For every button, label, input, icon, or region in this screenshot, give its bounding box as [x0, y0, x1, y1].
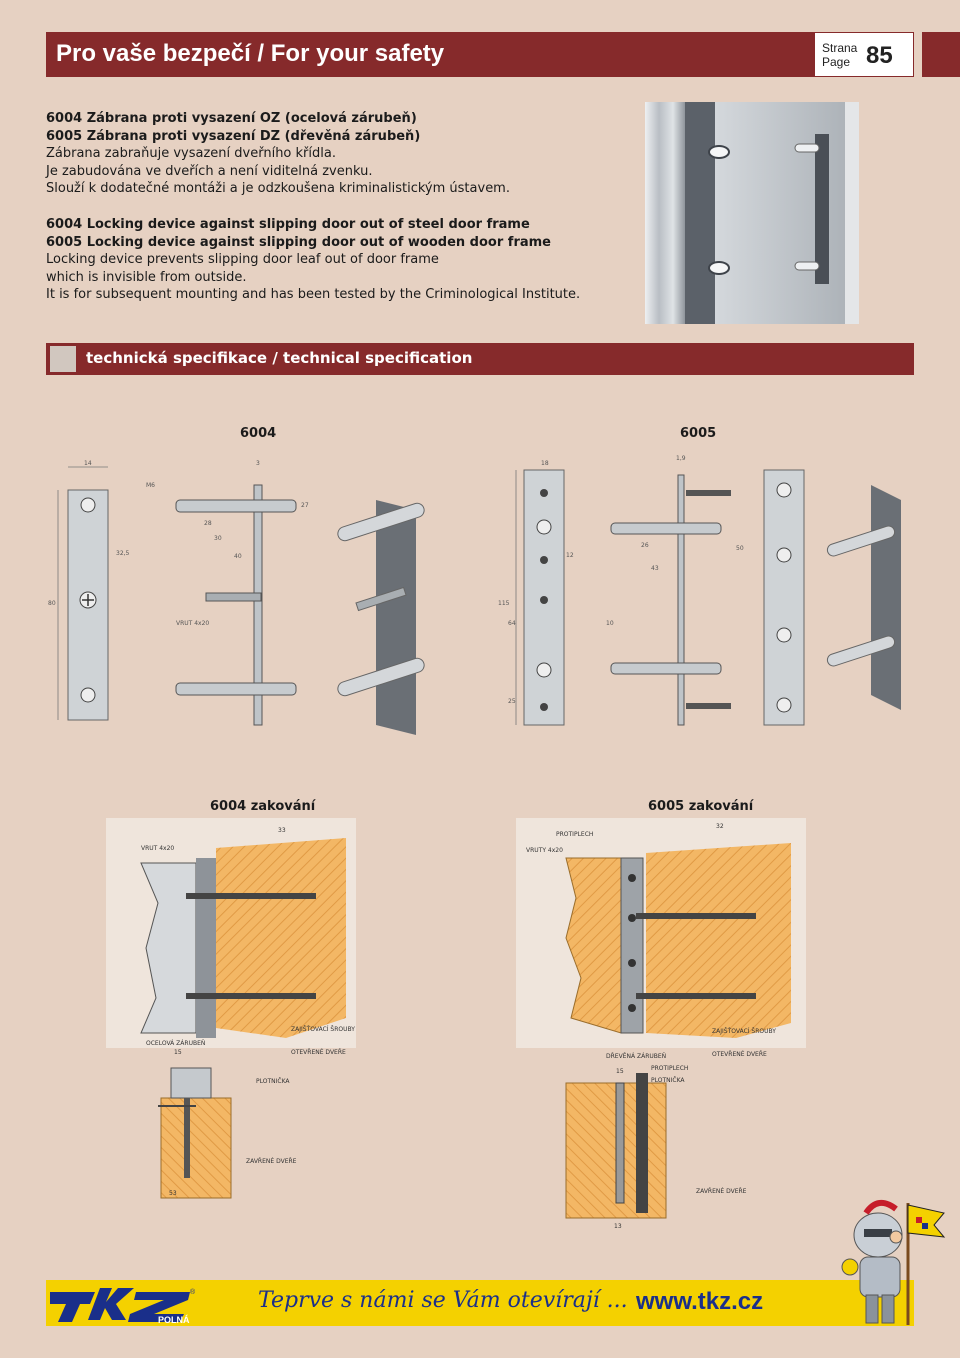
- mount-label-6005: 6005 zakování: [648, 799, 754, 814]
- dim-18: 18: [541, 460, 549, 467]
- drawing-6004-iso: [336, 500, 426, 735]
- dim-32: 32: [716, 823, 724, 830]
- drawing-6005-side: [606, 455, 744, 725]
- website-link[interactable]: www.tkz.cz: [636, 1288, 764, 1315]
- dim-30: 30: [214, 535, 222, 542]
- mounting-drawings: [46, 818, 914, 1233]
- label-plotnicka-6005: PLOTNIČKA: [651, 1077, 685, 1084]
- dim-25: 25: [508, 698, 516, 705]
- intro-cz-line2: 6005 Zábrana proti vysazení DZ (dřevěná zárubeň): [46, 128, 421, 144]
- dim-1-9: 1,9: [676, 455, 686, 462]
- label-vrut-4x20: VRUT 4x20: [141, 845, 175, 852]
- intro-cz-line3: Zábrana zabraňuje vysazení dveřního křídla.: [46, 146, 336, 161]
- figure-label-6005: 6005: [680, 426, 717, 441]
- label-zajistovaci-6005: ZAJIŠŤOVACÍ ŠROUBY: [712, 1028, 776, 1035]
- page-label-en: Page: [822, 55, 851, 69]
- dim-12: 12: [566, 552, 574, 559]
- intro-cz: [46, 110, 510, 198]
- dim-50: 50: [736, 545, 744, 552]
- mount-6005-bottom: [566, 1065, 747, 1230]
- dim-15-6004: 15: [174, 1049, 182, 1056]
- drawing-6005-iso: [826, 485, 901, 710]
- label-vrut: VRUT 4x20: [176, 620, 210, 627]
- intro-en: [46, 216, 580, 304]
- label-zajistovaci: ZAJIŠŤOVACÍ ŠROUBY: [291, 1026, 355, 1033]
- label-zavrene-6005: ZAVŘENÉ DVEŘE: [696, 1188, 747, 1195]
- intro-en-line1: 6004 Locking device against slipping door out of steel door frame: [46, 217, 530, 232]
- dim-m6: M6: [146, 482, 155, 489]
- page-number: 85: [866, 42, 893, 69]
- mount-6004-bottom: [158, 1049, 297, 1198]
- label-plotnicka-6004: PLOTNIČKA: [256, 1078, 290, 1085]
- intro-en-line4: which is invisible from outside.: [46, 269, 247, 285]
- product-photo: [645, 102, 859, 324]
- page-label-cz: Strana: [822, 41, 858, 55]
- label-otevrene: OTEVŘENÉ DVEŘE: [291, 1049, 346, 1056]
- dim-28: 28: [204, 520, 212, 527]
- dim-64: 64: [508, 620, 516, 627]
- dim-15-6005: 15: [616, 1068, 624, 1075]
- dim-40: 40: [234, 553, 242, 560]
- label-ocelova: OCELOVÁ ZÁRUBEŇ: [146, 1040, 206, 1047]
- mount-label-6004: 6004 zakování: [210, 799, 316, 814]
- dim-43: 43: [651, 565, 659, 572]
- dim-80: 80: [48, 600, 56, 607]
- drawing-6004-plate: [48, 460, 130, 720]
- label-protiplech: PROTIPLECH: [556, 831, 594, 838]
- header-right-strip: [922, 32, 960, 77]
- dim-14: 14: [84, 460, 92, 467]
- intro-en-line3: Locking device prevents slipping door leaf out of door frame: [46, 252, 439, 267]
- label-zavrene-6004: ZAVŘENÉ DVEŘE: [246, 1158, 297, 1165]
- intro-en-line2: 6005 Locking device against slipping door out of wooden door frame: [46, 234, 551, 250]
- intro-cz-line1: 6004 Zábrana proti vysazení OZ (ocelová zárubeň): [46, 111, 417, 126]
- drawing-6005-plate: [498, 460, 574, 725]
- tkz-logo[interactable]: [50, 1284, 200, 1324]
- drawing-6004-side: [146, 460, 309, 725]
- label-vruty: VRUTY 4x20: [526, 847, 563, 854]
- dim-3: 3: [256, 460, 260, 467]
- dim-27: 27: [301, 502, 309, 509]
- page-title: Pro vaše bezpečí / For your safety: [56, 40, 445, 67]
- intro-en-line5: It is for subsequent mounting and has been tested by the Criminological Institute.: [46, 287, 581, 302]
- label-protiplech-b: PROTIPLECH: [651, 1065, 689, 1072]
- mount-6004-top: [106, 818, 356, 1056]
- dim-53: 53: [169, 1190, 177, 1197]
- dim-32-5: 32,5: [116, 550, 130, 557]
- dim-13: 13: [614, 1223, 622, 1230]
- drawing-6005-front: [764, 470, 804, 725]
- intro-cz-line5: Slouží k dodatečné montáži a je odzkoušena kriminalistickým ústavem.: [46, 181, 510, 196]
- label-otevrene-6005: OTEVŘENÉ DVEŘE: [712, 1051, 767, 1058]
- figure-label-6004: 6004: [240, 426, 277, 441]
- knight-mascot-icon: [836, 1195, 946, 1325]
- dim-26: 26: [641, 542, 649, 549]
- logo-sub: POLNÁ: [158, 1315, 190, 1324]
- dim-115: 115: [498, 600, 510, 607]
- dim-33: 33: [278, 827, 286, 834]
- technical-drawings: [46, 445, 914, 740]
- spec-marker: [50, 346, 76, 372]
- intro-cz-line4: Je zabudována ve dveřích a není viditelná zvenku.: [46, 163, 373, 179]
- mount-6005-top: [516, 818, 806, 1060]
- spec-title: technická specifikace / technical specification: [86, 349, 473, 367]
- footer-slogan: Teprve s námi se Vám otevírají ...: [258, 1288, 628, 1313]
- dim-10: 10: [606, 620, 614, 627]
- svg-text:®: ®: [190, 1289, 196, 1296]
- label-drevena: DŘEVĚNÁ ZÁRUBEŇ: [606, 1053, 667, 1060]
